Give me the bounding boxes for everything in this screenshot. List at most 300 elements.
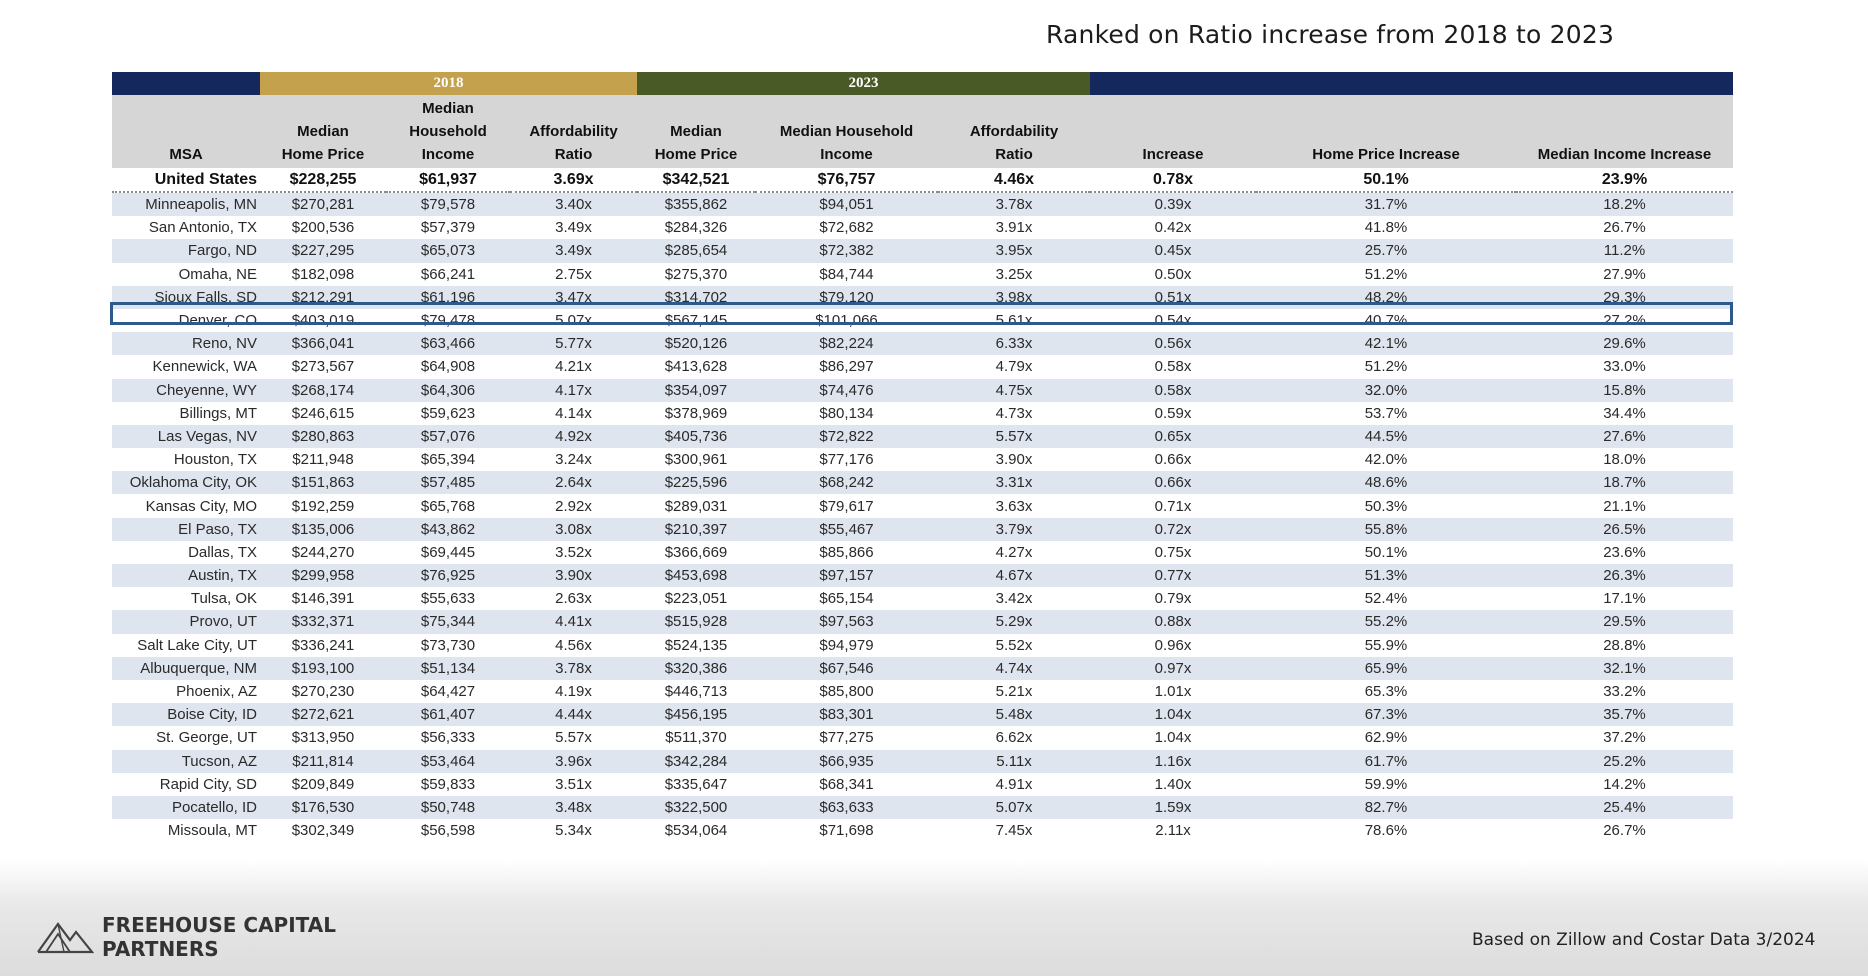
- table-cell: $94,051: [755, 192, 938, 216]
- us-summary-row: [112, 168, 1733, 192]
- column-header-line: Household: [409, 123, 487, 140]
- table-cell: 55.8%: [1256, 518, 1516, 541]
- mountain-logo-icon: [36, 920, 94, 954]
- table-cell: 4.67x: [938, 564, 1090, 587]
- table-cell: 4.19x: [510, 680, 637, 703]
- table-cell: 1.01x: [1090, 680, 1256, 703]
- table-cell: 5.29x: [938, 610, 1090, 633]
- table-row: [112, 216, 1733, 239]
- msa-cell: United States: [112, 168, 260, 192]
- table-cell: 4.17x: [510, 379, 637, 402]
- column-header: [938, 95, 1090, 168]
- table-cell: $80,134: [755, 402, 938, 425]
- table-cell: 0.66x: [1090, 448, 1256, 471]
- table-cell: $68,242: [755, 471, 938, 494]
- table-cell: 62.9%: [1256, 726, 1516, 749]
- table-cell: 5.52x: [938, 634, 1090, 657]
- table-cell: $524,135: [637, 634, 755, 657]
- table-row: [112, 355, 1733, 378]
- table-cell: 18.2%: [1516, 192, 1733, 216]
- table-row: [112, 263, 1733, 286]
- table-body: [112, 168, 1733, 842]
- table-cell: $244,270: [260, 541, 386, 564]
- affordability-table: [112, 72, 1733, 842]
- table-cell: 31.7%: [1256, 192, 1516, 216]
- table-cell: 51.2%: [1256, 263, 1516, 286]
- table-row: [112, 192, 1733, 216]
- logo-line-2: PARTNERS: [102, 937, 219, 961]
- table-cell: 3.51x: [510, 773, 637, 796]
- table-cell: $71,698: [755, 819, 938, 842]
- msa-cell: Albuquerque, NM: [112, 657, 260, 680]
- table-cell: 1.04x: [1090, 703, 1256, 726]
- column-header-line: Home Price Increase: [1312, 146, 1460, 163]
- table-cell: $72,382: [755, 239, 938, 262]
- table-cell: 18.0%: [1516, 448, 1733, 471]
- table-cell: $55,467: [755, 518, 938, 541]
- table-cell: 25.7%: [1256, 239, 1516, 262]
- table-cell: 23.6%: [1516, 541, 1733, 564]
- table-cell: 50.1%: [1256, 168, 1516, 192]
- table-cell: $65,154: [755, 587, 938, 610]
- table-cell: $354,097: [637, 379, 755, 402]
- table-cell: $77,176: [755, 448, 938, 471]
- table-row: [112, 634, 1733, 657]
- msa-cell: Las Vegas, NV: [112, 425, 260, 448]
- slide-title: Ranked on Ratio increase from 2018 to 2023: [1046, 20, 1615, 49]
- msa-cell: Reno, NV: [112, 332, 260, 355]
- column-header-line: Home Price: [654, 146, 738, 163]
- table-cell: $79,478: [386, 309, 510, 332]
- table-cell: $446,713: [637, 680, 755, 703]
- table-cell: 5.11x: [938, 750, 1090, 773]
- table-cell: $72,682: [755, 216, 938, 239]
- table-row: [112, 239, 1733, 262]
- table-cell: $57,485: [386, 471, 510, 494]
- table-cell: 7.45x: [938, 819, 1090, 842]
- table-cell: 2.64x: [510, 471, 637, 494]
- table-cell: 3.90x: [510, 564, 637, 587]
- table-cell: $73,730: [386, 634, 510, 657]
- table-cell: 5.57x: [510, 726, 637, 749]
- table-row: [112, 564, 1733, 587]
- table-cell: 41.8%: [1256, 216, 1516, 239]
- table-cell: $63,466: [386, 332, 510, 355]
- table-cell: 26.7%: [1516, 216, 1733, 239]
- table-cell: 4.79x: [938, 355, 1090, 378]
- table-cell: 0.50x: [1090, 263, 1256, 286]
- table-cell: $534,064: [637, 819, 755, 842]
- table-cell: 0.97x: [1090, 657, 1256, 680]
- table-cell: 3.49x: [510, 239, 637, 262]
- table-cell: 3.08x: [510, 518, 637, 541]
- table-cell: $79,578: [386, 192, 510, 216]
- table-cell: $212,291: [260, 286, 386, 309]
- table-cell: 32.0%: [1256, 379, 1516, 402]
- table-cell: $67,546: [755, 657, 938, 680]
- table-cell: 1.04x: [1090, 726, 1256, 749]
- table-cell: $280,863: [260, 425, 386, 448]
- table-row: [112, 680, 1733, 703]
- table-cell: $289,031: [637, 494, 755, 517]
- table-cell: 3.48x: [510, 796, 637, 819]
- column-header-line: Increase: [1142, 146, 1204, 163]
- table-cell: 4.73x: [938, 402, 1090, 425]
- table-cell: $275,370: [637, 263, 755, 286]
- table-cell: 3.24x: [510, 448, 637, 471]
- table-cell: 48.6%: [1256, 471, 1516, 494]
- table-cell: 0.58x: [1090, 379, 1256, 402]
- table-cell: $366,041: [260, 332, 386, 355]
- msa-cell: El Paso, TX: [112, 518, 260, 541]
- table-cell: 11.2%: [1516, 239, 1733, 262]
- table-cell: 0.75x: [1090, 541, 1256, 564]
- table-cell: 0.72x: [1090, 518, 1256, 541]
- column-header-line: Income: [820, 146, 873, 163]
- table-cell: $50,748: [386, 796, 510, 819]
- table-row: [112, 773, 1733, 796]
- table-cell: 35.7%: [1516, 703, 1733, 726]
- table-cell: 5.48x: [938, 703, 1090, 726]
- table-cell: $65,394: [386, 448, 510, 471]
- table-cell: 4.75x: [938, 379, 1090, 402]
- table-cell: 3.91x: [938, 216, 1090, 239]
- table-cell: $511,370: [637, 726, 755, 749]
- company-logo: [36, 913, 336, 961]
- table-cell: $228,255: [260, 168, 386, 192]
- table-cell: $151,863: [260, 471, 386, 494]
- table-cell: 61.7%: [1256, 750, 1516, 773]
- table-cell: 5.07x: [938, 796, 1090, 819]
- table-cell: 0.39x: [1090, 192, 1256, 216]
- msa-cell: Denver, CO: [112, 309, 260, 332]
- table-row: [112, 610, 1733, 633]
- table-cell: 52.4%: [1256, 587, 1516, 610]
- table-cell: $75,344: [386, 610, 510, 633]
- column-header: [1090, 95, 1256, 168]
- table-cell: $355,862: [637, 192, 755, 216]
- msa-cell: Kansas City, MO: [112, 494, 260, 517]
- msa-cell: Provo, UT: [112, 610, 260, 633]
- column-header-row: [112, 95, 1733, 168]
- table-cell: 82.7%: [1256, 796, 1516, 819]
- table-cell: 1.16x: [1090, 750, 1256, 773]
- table-cell: $342,284: [637, 750, 755, 773]
- column-header: [510, 95, 637, 168]
- table-cell: 2.11x: [1090, 819, 1256, 842]
- table-cell: $456,195: [637, 703, 755, 726]
- msa-cell: Austin, TX: [112, 564, 260, 587]
- table-cell: $56,333: [386, 726, 510, 749]
- table-cell: 26.3%: [1516, 564, 1733, 587]
- table-cell: $66,241: [386, 263, 510, 286]
- table-cell: $453,698: [637, 564, 755, 587]
- table-cell: 5.07x: [510, 309, 637, 332]
- table-cell: $77,275: [755, 726, 938, 749]
- table-cell: 0.45x: [1090, 239, 1256, 262]
- table-cell: $366,669: [637, 541, 755, 564]
- table-cell: $192,259: [260, 494, 386, 517]
- table-cell: 5.61x: [938, 309, 1090, 332]
- table-cell: $176,530: [260, 796, 386, 819]
- table-cell: 27.9%: [1516, 263, 1733, 286]
- table-cell: $211,948: [260, 448, 386, 471]
- table-cell: $69,445: [386, 541, 510, 564]
- msa-cell: Fargo, ND: [112, 239, 260, 262]
- table-cell: $61,937: [386, 168, 510, 192]
- msa-cell: Salt Lake City, UT: [112, 634, 260, 657]
- table-row: [112, 309, 1733, 332]
- msa-cell: St. George, UT: [112, 726, 260, 749]
- column-header-line: Home Price: [281, 146, 365, 163]
- table-cell: 27.2%: [1516, 309, 1733, 332]
- table-cell: 3.69x: [510, 168, 637, 192]
- table-cell: 34.4%: [1516, 402, 1733, 425]
- table-cell: $405,736: [637, 425, 755, 448]
- table-cell: 0.51x: [1090, 286, 1256, 309]
- source-note: Based on Zillow and Costar Data 3/2024: [1472, 930, 1816, 950]
- table-cell: $567,145: [637, 309, 755, 332]
- table-cell: $63,633: [755, 796, 938, 819]
- table-cell: 2.63x: [510, 587, 637, 610]
- year-band-row: [112, 72, 1733, 95]
- column-header: [637, 95, 755, 168]
- table-cell: $335,647: [637, 773, 755, 796]
- table-cell: $302,349: [260, 819, 386, 842]
- column-header-line: Ratio: [554, 146, 593, 163]
- table-cell: 55.9%: [1256, 634, 1516, 657]
- table-cell: 29.3%: [1516, 286, 1733, 309]
- table-cell: 6.33x: [938, 332, 1090, 355]
- table-cell: 23.9%: [1516, 168, 1733, 192]
- msa-cell: Houston, TX: [112, 448, 260, 471]
- table-cell: 3.78x: [938, 192, 1090, 216]
- column-header-line: Affordability: [529, 123, 618, 140]
- logo-text: [102, 913, 336, 961]
- table-cell: $342,521: [637, 168, 755, 192]
- table-cell: 3.63x: [938, 494, 1090, 517]
- table-cell: 25.2%: [1516, 750, 1733, 773]
- table-cell: $332,371: [260, 610, 386, 633]
- table-cell: 0.65x: [1090, 425, 1256, 448]
- logo-line-1: FREEHOUSE CAPITAL: [102, 913, 336, 937]
- table-cell: 17.1%: [1516, 587, 1733, 610]
- table-row: [112, 332, 1733, 355]
- msa-cell: Tucson, AZ: [112, 750, 260, 773]
- table-cell: 27.6%: [1516, 425, 1733, 448]
- table-row: [112, 425, 1733, 448]
- table-cell: 3.90x: [938, 448, 1090, 471]
- table-cell: $94,979: [755, 634, 938, 657]
- msa-cell: San Antonio, TX: [112, 216, 260, 239]
- table-row: [112, 448, 1733, 471]
- table-cell: 0.42x: [1090, 216, 1256, 239]
- table-cell: 0.79x: [1090, 587, 1256, 610]
- table-cell: $520,126: [637, 332, 755, 355]
- msa-cell: Kennewick, WA: [112, 355, 260, 378]
- table-cell: 21.1%: [1516, 494, 1733, 517]
- msa-cell: Cheyenne, WY: [112, 379, 260, 402]
- table-cell: 3.49x: [510, 216, 637, 239]
- table-cell: 0.56x: [1090, 332, 1256, 355]
- table-cell: 0.71x: [1090, 494, 1256, 517]
- table-cell: 5.21x: [938, 680, 1090, 703]
- table-cell: 0.66x: [1090, 471, 1256, 494]
- column-header: [260, 95, 386, 168]
- table-cell: 65.9%: [1256, 657, 1516, 680]
- table-cell: $59,833: [386, 773, 510, 796]
- table-cell: $56,598: [386, 819, 510, 842]
- table-cell: $313,950: [260, 726, 386, 749]
- table-cell: 3.25x: [938, 263, 1090, 286]
- msa-cell: Omaha, NE: [112, 263, 260, 286]
- table-cell: $268,174: [260, 379, 386, 402]
- table-cell: $101,066: [755, 309, 938, 332]
- table-row: [112, 703, 1733, 726]
- msa-cell: Dallas, TX: [112, 541, 260, 564]
- table-cell: $97,563: [755, 610, 938, 633]
- table-cell: $65,768: [386, 494, 510, 517]
- msa-cell: Minneapolis, MN: [112, 192, 260, 216]
- table-cell: 2.75x: [510, 263, 637, 286]
- table-cell: $83,301: [755, 703, 938, 726]
- table-cell: 3.96x: [510, 750, 637, 773]
- table-cell: $43,862: [386, 518, 510, 541]
- table-cell: 4.46x: [938, 168, 1090, 192]
- table-cell: 28.8%: [1516, 634, 1733, 657]
- table-cell: 29.6%: [1516, 332, 1733, 355]
- column-header: [1516, 95, 1733, 168]
- table-cell: 50.1%: [1256, 541, 1516, 564]
- table-cell: 4.14x: [510, 402, 637, 425]
- table-cell: 0.77x: [1090, 564, 1256, 587]
- table-cell: $320,386: [637, 657, 755, 680]
- table-cell: 78.6%: [1256, 819, 1516, 842]
- table-cell: 0.78x: [1090, 168, 1256, 192]
- table-cell: $72,822: [755, 425, 938, 448]
- msa-cell: Boise City, ID: [112, 703, 260, 726]
- table-cell: 25.4%: [1516, 796, 1733, 819]
- column-header-line: Median: [422, 100, 474, 117]
- msa-cell: Pocatello, ID: [112, 796, 260, 819]
- table-cell: 3.98x: [938, 286, 1090, 309]
- column-header-line: Median Income Increase: [1537, 146, 1712, 163]
- table-cell: $227,295: [260, 239, 386, 262]
- table-row: [112, 587, 1733, 610]
- msa-cell: Phoenix, AZ: [112, 680, 260, 703]
- band-2023: 2023: [637, 72, 1090, 95]
- table-cell: $210,397: [637, 518, 755, 541]
- table-cell: $273,567: [260, 355, 386, 378]
- table-cell: 42.0%: [1256, 448, 1516, 471]
- table-cell: 0.59x: [1090, 402, 1256, 425]
- table-cell: 26.5%: [1516, 518, 1733, 541]
- table-cell: 4.56x: [510, 634, 637, 657]
- affordability-table-wrapper: [112, 72, 1733, 842]
- table-cell: $57,076: [386, 425, 510, 448]
- table-cell: 0.88x: [1090, 610, 1256, 633]
- table-cell: 3.42x: [938, 587, 1090, 610]
- table-cell: 55.2%: [1256, 610, 1516, 633]
- table-cell: 33.0%: [1516, 355, 1733, 378]
- table-cell: 6.62x: [938, 726, 1090, 749]
- table-cell: 42.1%: [1256, 332, 1516, 355]
- table-cell: 4.74x: [938, 657, 1090, 680]
- table-cell: 2.92x: [510, 494, 637, 517]
- table-row: [112, 657, 1733, 680]
- table-cell: $211,814: [260, 750, 386, 773]
- table-cell: $270,230: [260, 680, 386, 703]
- table-cell: 3.47x: [510, 286, 637, 309]
- table-cell: 14.2%: [1516, 773, 1733, 796]
- table-row: [112, 750, 1733, 773]
- table-cell: $336,241: [260, 634, 386, 657]
- table-cell: 4.27x: [938, 541, 1090, 564]
- table-row: [112, 402, 1733, 425]
- table-cell: $85,800: [755, 680, 938, 703]
- table-cell: 32.1%: [1516, 657, 1733, 680]
- msa-cell: Oklahoma City, OK: [112, 471, 260, 494]
- column-header: [755, 95, 938, 168]
- table-cell: 40.7%: [1256, 309, 1516, 332]
- table-cell: $76,757: [755, 168, 938, 192]
- table-cell: $79,617: [755, 494, 938, 517]
- msa-cell: Tulsa, OK: [112, 587, 260, 610]
- table-cell: $97,157: [755, 564, 938, 587]
- table-cell: 4.44x: [510, 703, 637, 726]
- table-row: [112, 518, 1733, 541]
- table-cell: 51.3%: [1256, 564, 1516, 587]
- table-cell: 3.31x: [938, 471, 1090, 494]
- table-cell: 3.40x: [510, 192, 637, 216]
- table-cell: 3.95x: [938, 239, 1090, 262]
- column-header: [386, 95, 510, 168]
- table-cell: $209,849: [260, 773, 386, 796]
- band-navy-left: [112, 72, 260, 95]
- table-cell: 53.7%: [1256, 402, 1516, 425]
- table-cell: 1.59x: [1090, 796, 1256, 819]
- table-cell: $68,341: [755, 773, 938, 796]
- table-cell: $378,969: [637, 402, 755, 425]
- table-cell: 4.91x: [938, 773, 1090, 796]
- band-2018: 2018: [260, 72, 637, 95]
- table-cell: $55,633: [386, 587, 510, 610]
- table-cell: $85,866: [755, 541, 938, 564]
- table-cell: $299,958: [260, 564, 386, 587]
- table-cell: $322,500: [637, 796, 755, 819]
- table-cell: 18.7%: [1516, 471, 1733, 494]
- table-row: [112, 819, 1733, 842]
- column-header-line: Median Household: [779, 123, 914, 140]
- table-row: [112, 286, 1733, 309]
- table-row: [112, 726, 1733, 749]
- table-cell: $413,628: [637, 355, 755, 378]
- table-cell: $61,407: [386, 703, 510, 726]
- table-cell: $285,654: [637, 239, 755, 262]
- table-cell: $57,379: [386, 216, 510, 239]
- table-cell: 15.8%: [1516, 379, 1733, 402]
- table-cell: $79,120: [755, 286, 938, 309]
- table-cell: $225,596: [637, 471, 755, 494]
- column-header-line: Ratio: [995, 146, 1033, 163]
- table-cell: $76,925: [386, 564, 510, 587]
- table-cell: 33.2%: [1516, 680, 1733, 703]
- table-cell: 48.2%: [1256, 286, 1516, 309]
- table-cell: $272,621: [260, 703, 386, 726]
- table-cell: 4.21x: [510, 355, 637, 378]
- column-header: [1256, 95, 1516, 168]
- table-cell: $270,281: [260, 192, 386, 216]
